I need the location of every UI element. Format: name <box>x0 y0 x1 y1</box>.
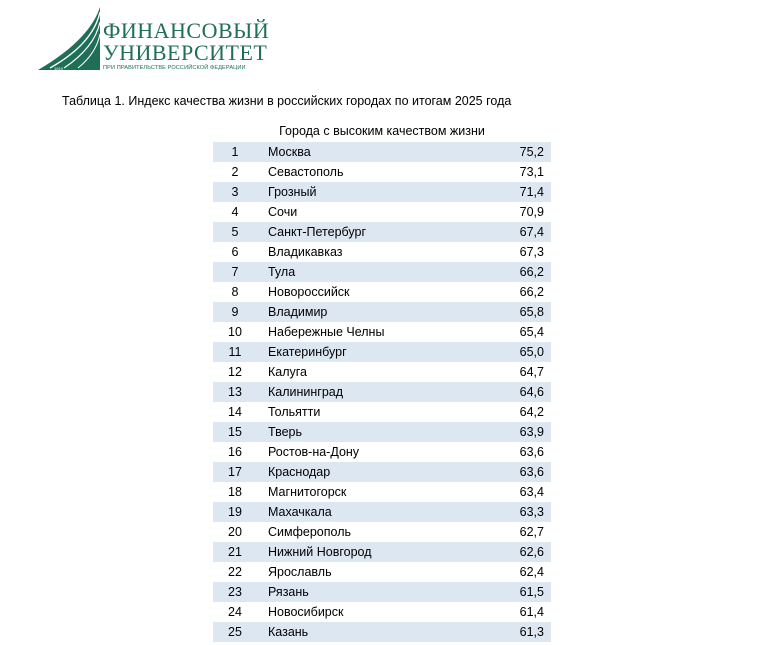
table-row <box>213 582 551 602</box>
row-city: Казань <box>268 625 309 639</box>
row-rank: 11 <box>228 345 242 359</box>
row-rank: 14 <box>228 405 242 419</box>
table-row <box>213 142 551 162</box>
row-score: 61,5 <box>519 585 544 599</box>
row-score: 71,4 <box>519 185 544 199</box>
row-city: Севастополь <box>268 165 344 179</box>
row-score: 64,2 <box>519 405 544 419</box>
row-city: Набережные Челны <box>268 325 385 339</box>
table-row <box>213 402 551 422</box>
row-score: 66,2 <box>519 285 544 299</box>
table-header: Города с высоким качеством жизни <box>279 124 485 138</box>
row-city: Махачкала <box>268 505 332 519</box>
row-score: 73,1 <box>519 165 544 179</box>
row-city: Владикавказ <box>268 245 343 259</box>
logo-title-line1: ФИНАНСОВЫЙ <box>103 18 270 43</box>
row-rank: 20 <box>228 525 242 539</box>
table-row <box>213 422 551 442</box>
table-row <box>213 542 551 562</box>
table-row <box>213 262 551 282</box>
row-rank: 16 <box>228 445 242 459</box>
row-city: Сочи <box>268 205 298 219</box>
row-rank: 21 <box>228 545 242 559</box>
row-score: 64,6 <box>519 385 544 399</box>
row-city: Краснодар <box>268 465 331 479</box>
row-city: Новороссийск <box>268 285 350 299</box>
table-row <box>213 502 551 522</box>
table-row <box>213 282 551 302</box>
row-city: Ярославль <box>268 565 332 579</box>
table-row <box>213 462 551 482</box>
table-row <box>213 302 551 322</box>
row-score: 66,2 <box>519 265 544 279</box>
row-rank: 10 <box>228 325 242 339</box>
row-rank: 6 <box>231 245 239 259</box>
row-city: Калуга <box>268 365 308 379</box>
logo-title-line2: УНИВЕРСИТЕТ <box>103 40 268 65</box>
row-rank: 8 <box>231 285 239 299</box>
row-score: 63,6 <box>519 465 544 479</box>
row-score: 62,4 <box>519 565 544 579</box>
row-city: Ростов-на-Дону <box>268 445 360 459</box>
row-score: 62,7 <box>519 525 544 539</box>
row-score: 67,4 <box>519 225 544 239</box>
row-score: 63,4 <box>519 485 544 499</box>
row-city: Рязань <box>268 585 309 599</box>
table-row <box>213 602 551 622</box>
row-score: 65,0 <box>519 345 544 359</box>
row-score: 65,8 <box>519 305 544 319</box>
row-city: Тверь <box>268 425 303 439</box>
table-row <box>213 322 551 342</box>
row-city: Екатеринбург <box>268 345 347 359</box>
row-rank: 13 <box>228 385 242 399</box>
table-row <box>213 202 551 222</box>
row-score: 63,3 <box>519 505 544 519</box>
row-score: 67,3 <box>519 245 544 259</box>
row-score: 63,9 <box>519 425 544 439</box>
row-score: 70,9 <box>519 205 544 219</box>
row-rank: 24 <box>228 605 242 619</box>
row-score: 62,6 <box>519 545 544 559</box>
logo-year: 1919 <box>54 66 63 71</box>
row-city: Москва <box>268 145 311 159</box>
logo-subtitle: ПРИ ПРАВИТЕЛЬСТВЕ РОССИЙСКОЙ ФЕДЕРАЦИИ <box>103 65 246 71</box>
row-score: 64,7 <box>519 365 544 379</box>
table-row <box>213 362 551 382</box>
table-row <box>213 382 551 402</box>
row-rank: 4 <box>231 205 239 219</box>
row-rank: 23 <box>228 585 242 599</box>
logo-sail-icon <box>36 6 108 74</box>
table-row <box>213 242 551 262</box>
row-city: Санкт-Петербург <box>268 225 367 239</box>
row-rank: 5 <box>231 225 239 239</box>
university-logo <box>36 6 270 74</box>
table-row <box>213 622 551 642</box>
city-quality-table <box>213 142 551 642</box>
row-city: Новосибирск <box>268 605 344 619</box>
row-score: 75,2 <box>519 145 544 159</box>
row-rank: 3 <box>231 185 239 199</box>
row-score: 63,6 <box>519 445 544 459</box>
table-row <box>213 182 551 202</box>
row-rank: 19 <box>228 505 242 519</box>
table-row <box>213 162 551 182</box>
row-city: Нижний Новгород <box>268 545 372 559</box>
row-rank: 1 <box>231 145 239 159</box>
row-rank: 17 <box>228 465 242 479</box>
row-city: Владимир <box>268 305 328 319</box>
row-score: 61,3 <box>519 625 544 639</box>
row-rank: 18 <box>228 485 242 499</box>
row-rank: 2 <box>231 165 239 179</box>
table-row <box>213 482 551 502</box>
row-rank: 7 <box>231 265 239 279</box>
row-city: Калининград <box>268 385 344 399</box>
row-rank: 9 <box>231 305 239 319</box>
table-row <box>213 562 551 582</box>
row-city: Магнитогорск <box>268 485 347 499</box>
row-city: Симферополь <box>268 525 351 539</box>
table-row <box>213 222 551 242</box>
row-city: Грозный <box>268 185 317 199</box>
row-city: Тула <box>268 265 296 279</box>
table-caption: Таблица 1. Индекс качества жизни в российских городах по итогам 2025 года <box>62 94 512 108</box>
row-rank: 25 <box>228 625 242 639</box>
table-row <box>213 522 551 542</box>
row-rank: 12 <box>228 365 242 379</box>
row-score: 65,4 <box>519 325 544 339</box>
row-rank: 22 <box>228 565 242 579</box>
row-score: 61,4 <box>519 605 544 619</box>
table-row <box>213 342 551 362</box>
table-row <box>213 442 551 462</box>
row-rank: 15 <box>228 425 242 439</box>
row-city: Тольятти <box>268 405 321 419</box>
